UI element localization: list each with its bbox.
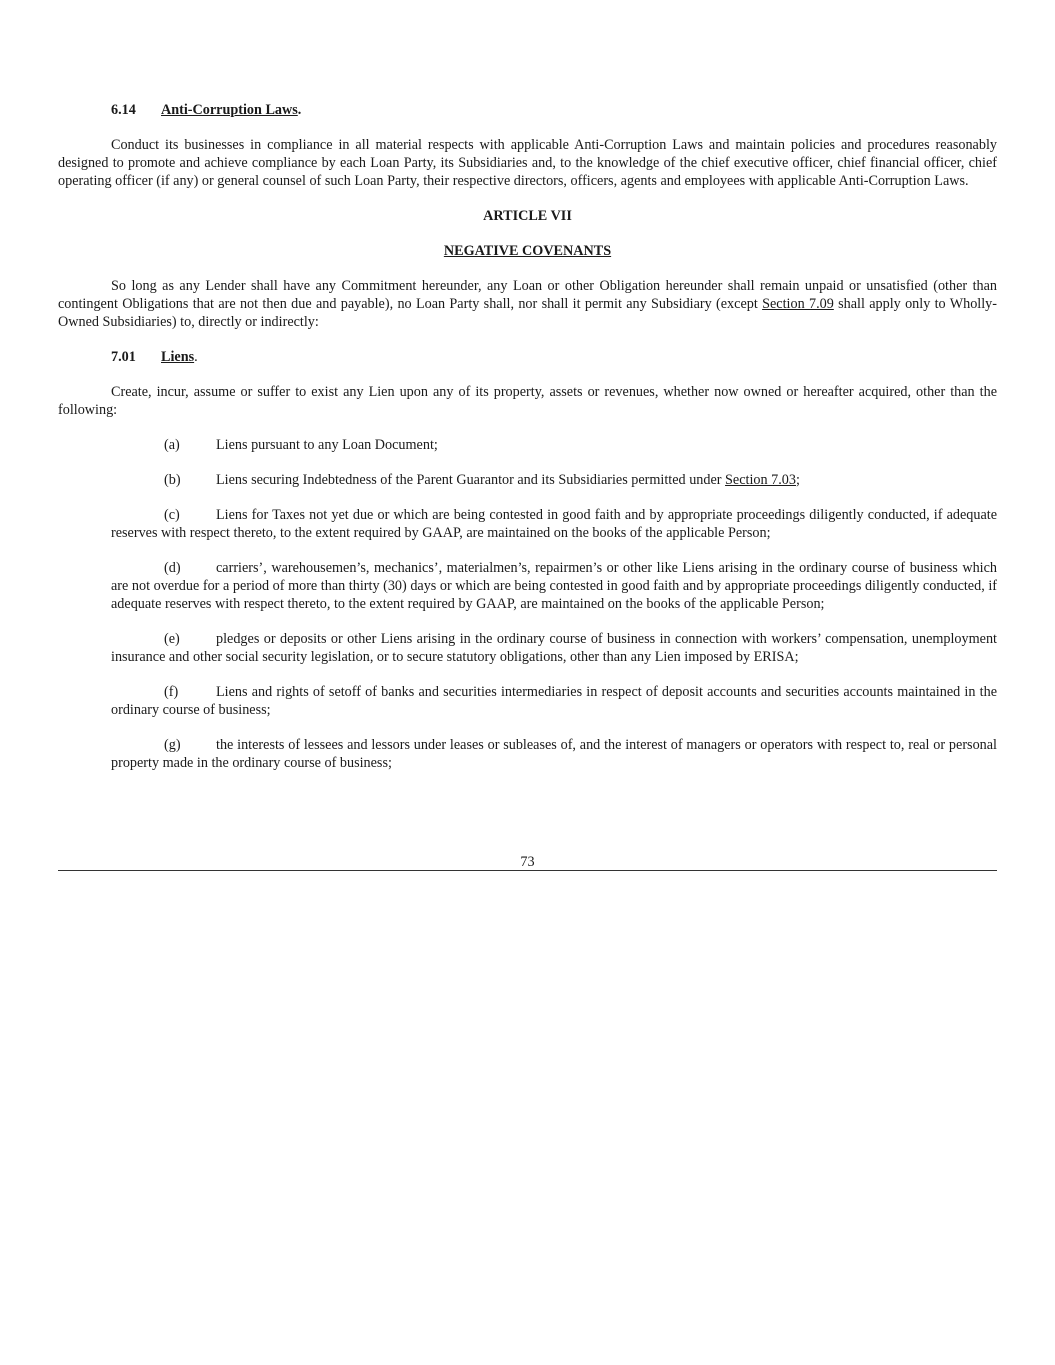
section-body-7-01: Create, incur, assume or suffer to exist any Lien upon any of its property, assets or revenues, whether now owned or hereafter acquired, other than the following: bbox=[58, 384, 997, 418]
section-title: Liens bbox=[161, 349, 195, 365]
item-label: (b) bbox=[164, 472, 181, 488]
article-title: NEGATIVE COVENANTS bbox=[443, 243, 612, 259]
list-item-b: (b) Liens securing Indebtedness of the Parent Guarantor and its Subsidiaries permitted under Section 7.03; bbox=[164, 472, 800, 488]
list-item-a: (a) Liens pursuant to any Loan Document; bbox=[164, 437, 438, 453]
item-label: (c) bbox=[164, 507, 180, 523]
cross-reference: Section 7.03 bbox=[725, 472, 796, 488]
section-heading-7-01: 7.01 Liens. bbox=[111, 349, 198, 365]
cross-reference: Section 7.09 bbox=[762, 296, 834, 312]
list-item-d: (d) carriers’, warehousemen’s, mechanics’, materialmen’s, repairmen’s or other like Liens arising in the ordinary course of business which are not overdue for a period of more than thirty (30) days or which are being contested in good faith and by appropriate proceedings diligently conducted, if adequate reserves with respect thereto, to the extent required by GAAP, are maintained on the books of the applicable Person; bbox=[111, 560, 997, 612]
article-intro: So long as any Lender shall have any Commitment hereunder, any Loan or other Obligation hereunder shall remain unpaid or unsatisfied (other than contingent Obligations that are not then due and payable), no Loan Party shall, nor shall it permit any Subsidiary (except Section 7.09 shall apply only to Wholly-Owned Subsidiaries) to, directly or indirectly: bbox=[58, 278, 997, 330]
item-label: (g) bbox=[164, 737, 181, 753]
page-number: 73 bbox=[520, 854, 535, 870]
section-title: Anti-Corruption Laws bbox=[161, 102, 298, 118]
section-body-6-14: Conduct its businesses in compliance in all material respects with applicable Anti-Corruption Laws and maintain policies and procedures reasonably designed to promote and achieve compliance by each Loan Party, its Subsidiaries and, to the knowledge of the chief executive officer, chief financial officer, chief operating officer (if any) or general counsel of such Loan Party, their respective directors, officers, agents and employees with applicable Anti-Corruption Laws. bbox=[58, 137, 997, 189]
section-number: 7.01 bbox=[111, 349, 136, 365]
list-item-e: (e) pledges or deposits or other Liens arising in the ordinary course of business in connection with workers’ compensation, unemployment insurance and other social security legislation, or to secure statutory obligations, other than any Lien imposed by ERISA; bbox=[111, 631, 997, 665]
item-label: (f) bbox=[164, 684, 179, 700]
list-item-f: (f) Liens and rights of setoff of banks and securities intermediaries in respect of deposit accounts and securities accounts maintained in the ordinary course of business; bbox=[111, 684, 997, 718]
list-item-g: (g) the interests of lessees and lessors under leases or subleases of, and the interest of managers or operators with respect to, real or personal property made in the ordinary course of business; bbox=[111, 737, 997, 771]
list-item-c: (c) Liens for Taxes not yet due or which are being contested in good faith and by appropriate proceedings diligently conducted, if adequate reserves with respect thereto, to the extent required by GAAP, are maintained on the books of the applicable Person; bbox=[111, 507, 997, 541]
item-label: (e) bbox=[164, 631, 180, 647]
footer-rule bbox=[58, 870, 997, 871]
article-heading: ARTICLE VII bbox=[483, 208, 572, 224]
section-heading-6-14: 6.14 Anti-Corruption Laws. bbox=[111, 102, 302, 118]
item-label: (a) bbox=[164, 437, 180, 453]
document-page bbox=[58, 101, 997, 789]
item-label: (d) bbox=[164, 560, 181, 576]
section-number: 6.14 bbox=[111, 102, 136, 118]
